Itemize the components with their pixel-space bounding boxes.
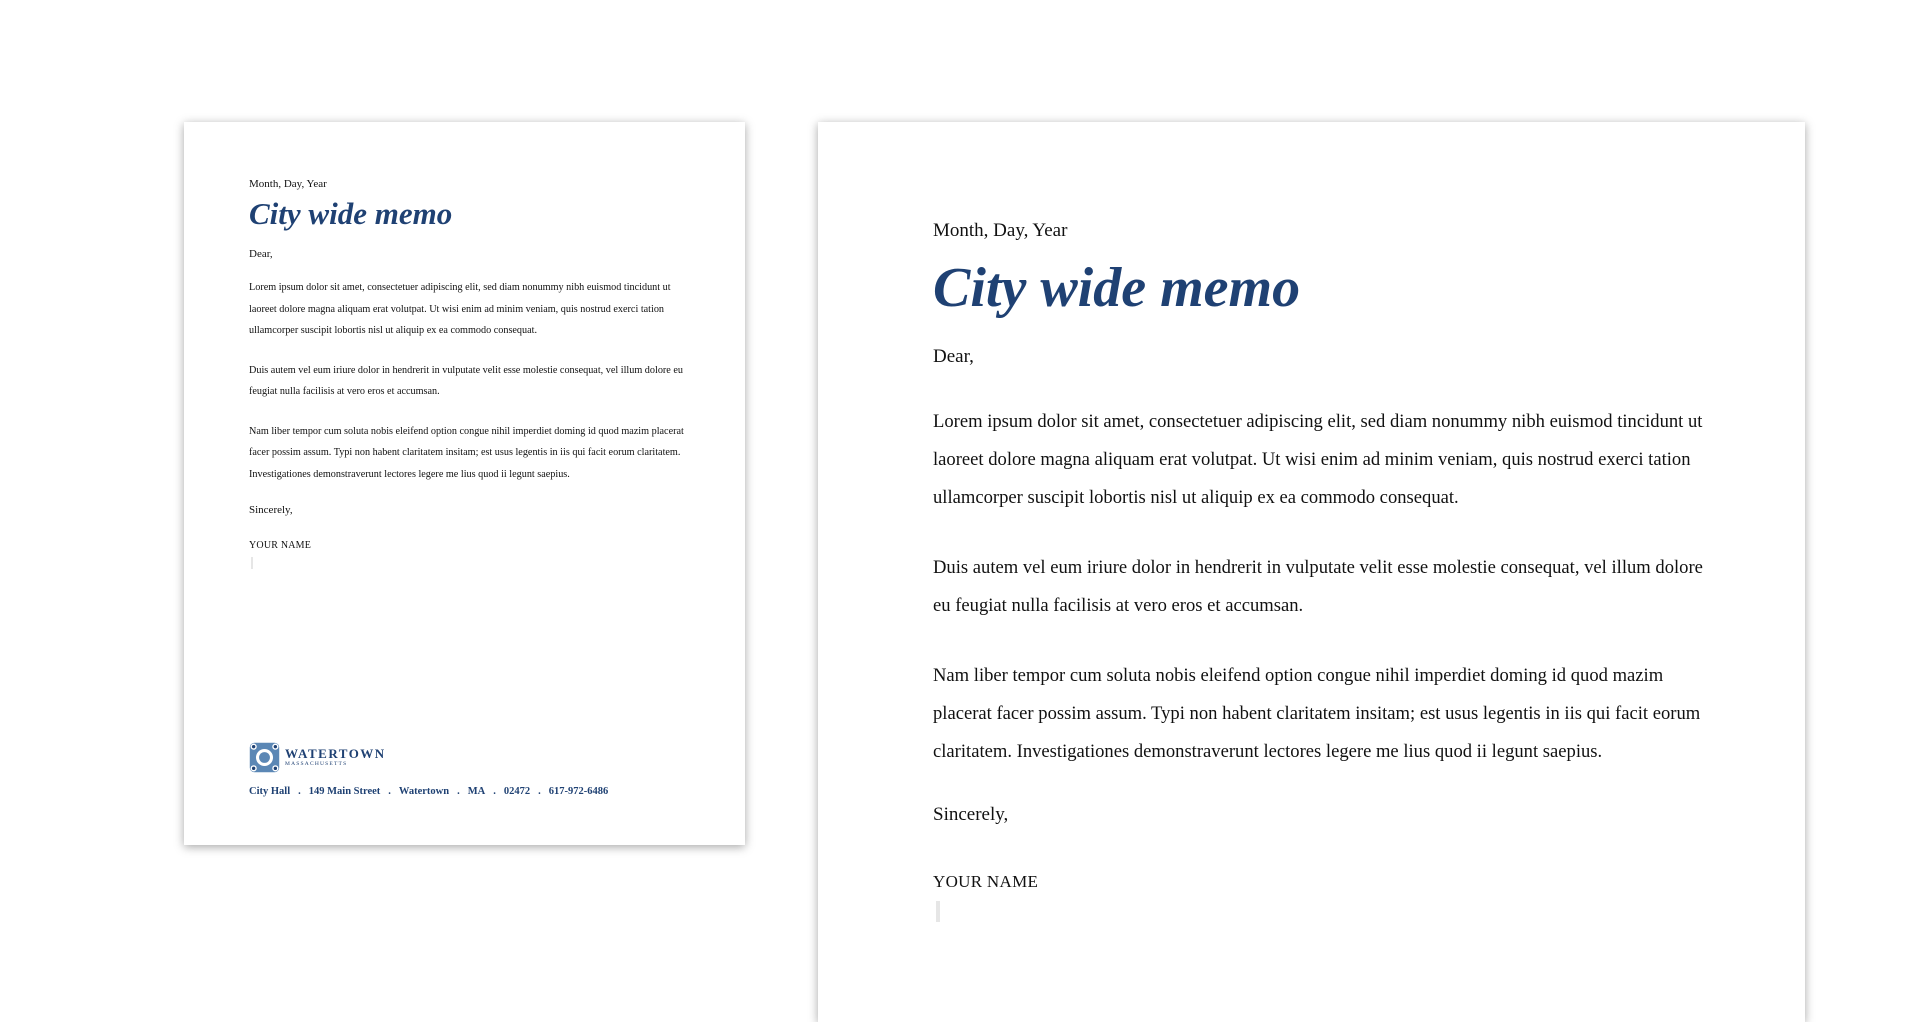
footer-separator: . <box>388 786 391 797</box>
memo-content <box>933 219 1713 922</box>
memo-paragraph[interactable]: Lorem ipsum dolor sit amet, consectetuer adipiscing elit, sed diam nonummy nibh euismod tincidunt ut laoreet dolore magna aliquam erat volutpat. Ut wisi enim ad minim veniam, quis nostrud exerci tation ullamcorper suscipit lobortis nisl ut aliquip ex ea commodo consequat. <box>249 282 671 336</box>
memo-salutation[interactable]: Dear, <box>933 346 974 367</box>
memo-paragraph[interactable]: Nam liber tempor cum soluta nobis eleifend option congue nihil imperdiet doming id quod mazim placerat facer possim assum. Typi non habent claritatem insitam; est usus legentis in iis qui facit eorum claritatem. Investigationes demonstraverunt lectores legere me lius quod ii legunt saepius. <box>933 665 1701 762</box>
memo-paragraph[interactable]: Lorem ipsum dolor sit amet, consectetuer adipiscing elit, sed diam nonummy nibh euismod tincidunt ut laoreet dolore magna aliquam erat volutpat. Ut wisi enim ad minim veniam, quis nostrud exerci tation ullamcorper suscipit lobortis nisl ut aliquip ex ea commodo consequat. <box>933 411 1703 508</box>
signature-name[interactable]: YOUR NAME <box>249 540 312 551</box>
watertown-seal-icon <box>249 742 280 773</box>
memo-salutation[interactable]: Dear, <box>249 248 273 260</box>
memo-page-zoomed[interactable] <box>818 122 1805 1022</box>
footer-separator: . <box>538 786 541 797</box>
signature-name[interactable]: YOUR NAME <box>933 872 1039 891</box>
memo-footer-address <box>249 785 608 799</box>
text-cursor <box>936 901 940 922</box>
footer-item: City Hall <box>249 786 291 797</box>
logo-state: MASSACHUSETTS <box>285 761 348 767</box>
footer-item: MA <box>467 786 486 797</box>
memo-paragraph[interactable]: Duis autem vel eum iriure dolor in hendrerit in vulputate velit esse molestie consequat, vel illum dolore eu feugiat nulla facilisis at vero eros et accumsan. <box>249 364 683 397</box>
memo-paragraph[interactable]: Nam liber tempor cum soluta nobis eleifend option congue nihil imperdiet doming id quod mazim placerat facer possim assum. Typi non habent claritatem insitam; est usus legentis in iis qui facit eorum claritatem. Investigationes demonstraverunt lectores legere me lius quod ii legunt saepius. <box>249 425 684 480</box>
footer-separator: . <box>493 786 496 797</box>
footer-item: 617-972-6486 <box>548 786 609 797</box>
text-cursor <box>251 557 253 569</box>
footer-item: 02472 <box>503 786 531 797</box>
memo-title[interactable]: City wide memo <box>933 257 1301 319</box>
footer-item: Watertown <box>398 786 450 797</box>
memo-page-thumbnail[interactable] <box>184 122 745 845</box>
footer-item: 149 Main Street <box>308 786 381 797</box>
watertown-logo <box>249 742 386 773</box>
logo-wordmark <box>285 747 386 768</box>
memo-closing[interactable]: Sincerely, <box>933 804 1009 825</box>
memo-closing[interactable]: Sincerely, <box>249 504 293 516</box>
memo-date[interactable]: Month, Day, Year <box>933 220 1068 241</box>
footer-separator: . <box>298 786 301 797</box>
footer-separator: . <box>457 786 460 797</box>
memo-date[interactable]: Month, Day, Year <box>249 178 327 190</box>
memo-paragraph[interactable]: Duis autem vel eum iriure dolor in hendrerit in vulputate velit esse molestie consequat, vel illum dolore eu feugiat nulla facilisis at vero eros et accumsan. <box>933 557 1703 616</box>
logo-city: WATERTOWN <box>285 746 386 761</box>
memo-content <box>249 177 689 569</box>
memo-title[interactable]: City wide memo <box>249 196 453 231</box>
